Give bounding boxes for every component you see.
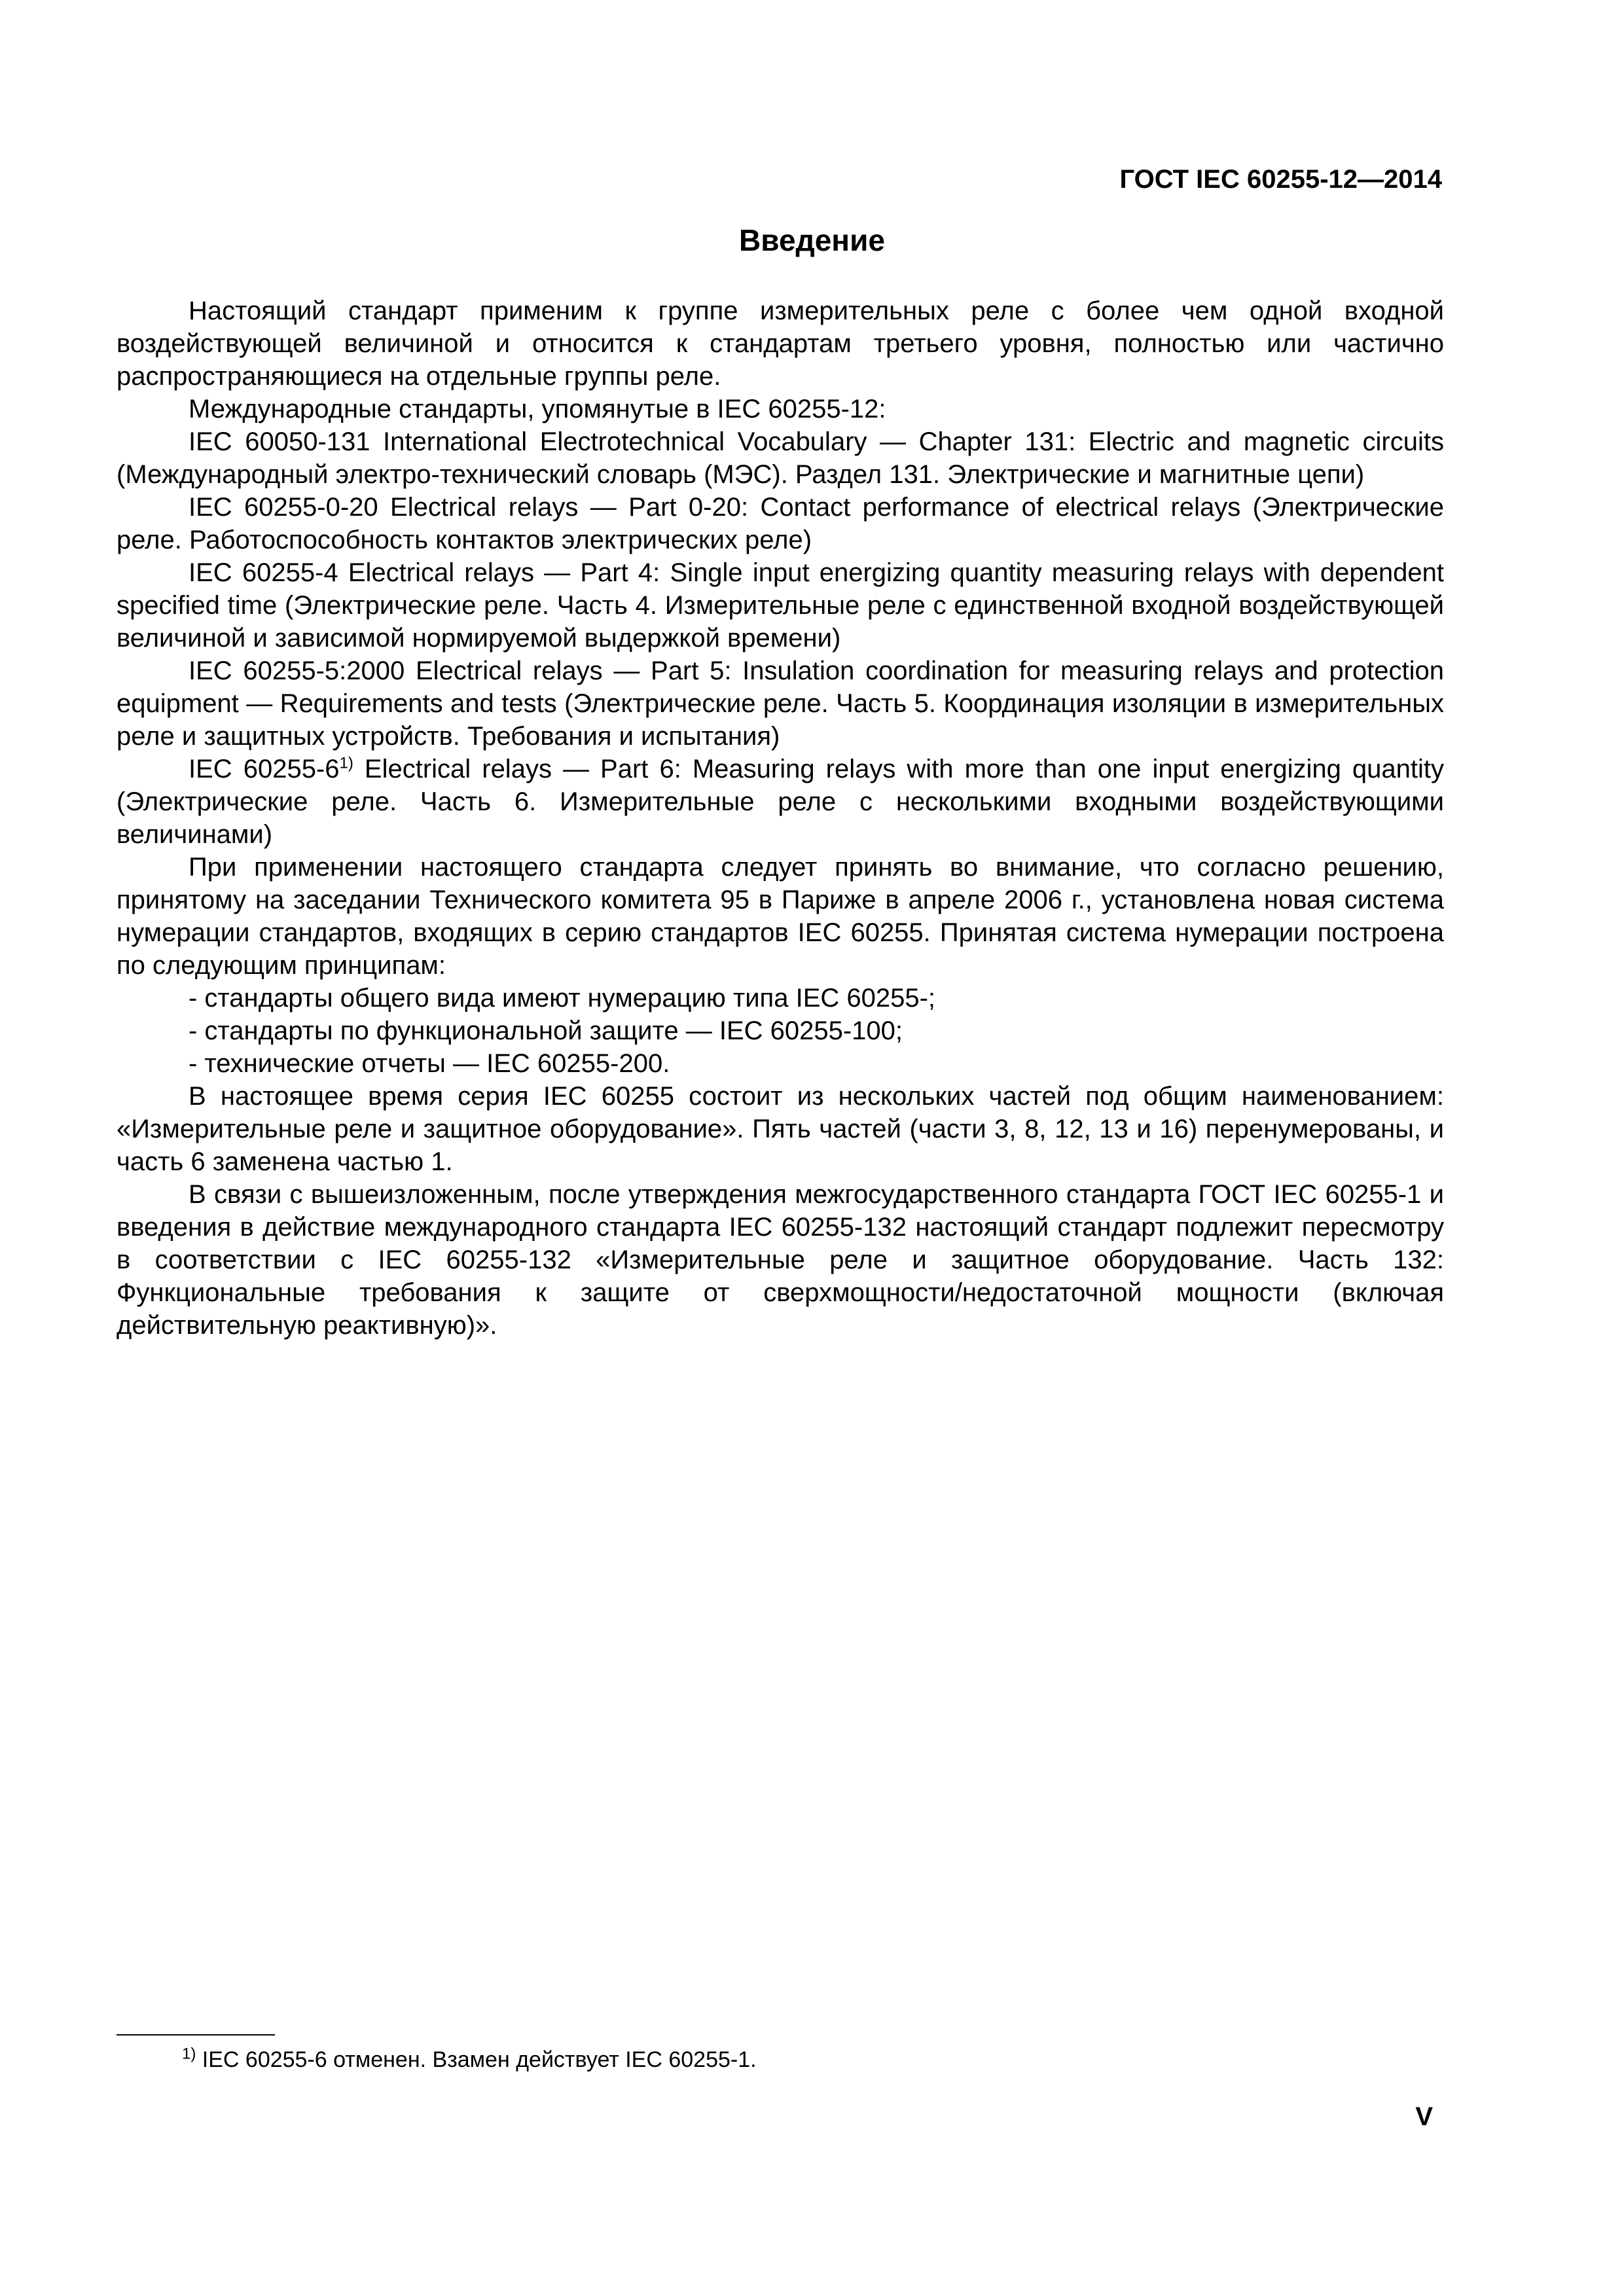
footnote-divider	[117, 2034, 275, 2036]
footnote-text: IEC 60255-6 отменен. Взамен действует IEC 60255-1.	[196, 2047, 757, 2072]
paragraph: Настоящий стандарт применим к группе измерительных реле с более чем одной входной воздействующей величиной и относится к стандартам третьего уровня, полностью или частично распространяющиеся на отдельные группы реле.	[117, 296, 1444, 391]
paragraph: При применении настоящего стандарта следует принять во внимание, что согласно решению, принятому на заседании Технического комитета 95 в Париже в апреле 2006 г., установлена новая система нумерации стандартов, входящих в серию стандартов IEC 60255. Принятая система нумерации построена по следующим принципам:	[117, 853, 1444, 980]
paragraph: IEC 60255-0-20 Electrical relays — Part 0-20: Contact performance of electrical relays (Электрические реле. Работоспособность контактов электрических реле)	[117, 493, 1444, 554]
paragraph: В настоящее время серия IEC 60255 состоит из нескольких частей под общим наименованием: «Измерительные реле и защитное оборудование». Пять частей (части 3, 8, 12, 13 и 16) перенумерованы, и часть 6 заменена частью 1.	[117, 1082, 1444, 1176]
footnote-ref: 1)	[339, 754, 353, 772]
footnote	[182, 2047, 757, 2073]
document-code: ГОСТ IEC 60255-12—2014	[1119, 165, 1442, 194]
paragraph: В связи с вышеизложенным, после утверждения межгосударственного стандарта ГОСТ IEC 60255-1 и введения в действие международного стандарта IEC 60255-132 настоящий стандарт подлежит пересмотру в соответствии с IEC 60255-132 «Измерительные реле и защитное оборудование. Часть 132: Функциональные требования к защите от сверхмощности/недостаточной мощности (включая действительную реактивную)».	[117, 1180, 1444, 1340]
paragraph: IEC 60050-131 International Electrotechnical Vocabulary — Chapter 131: Electric and magnetic circuits (Международный электро-технический словарь (МЭС). Раздел 131. Электрические и магнитные цепи)	[117, 427, 1444, 489]
paragraph: Международные стандарты, упомянутые в IEC 60255-12:	[189, 395, 886, 423]
body-text	[117, 295, 1444, 1342]
standard-code: IEC 60255-6	[189, 755, 340, 783]
section-title: Введение	[739, 223, 885, 257]
paragraph-text: Electrical relays — Part 6: Measuring relays with more than one input energizing quantity (Электрические реле. Часть 6. Измерительные реле с несколькими входными воздействующими величинами)	[117, 755, 1444, 849]
footnote-marker: 1)	[182, 2045, 196, 2063]
list-item: - стандарты общего вида имеют нумерацию типа IEC 60255-;	[189, 984, 936, 1013]
list-item: - технические отчеты — IEC 60255-200.	[189, 1049, 670, 1078]
paragraph: IEC 60255-5:2000 Electrical relays — Part 5: Insulation coordination for measuring relays and protection equipment — Requirements and tests (Электрические реле. Часть 5. Координация изоляции в измерительных реле и защитных устройств. Требования и испытания)	[117, 656, 1444, 751]
paragraph	[117, 753, 1444, 851]
page-number: V	[1415, 2102, 1433, 2131]
list-item: - стандарты по функциональной защите — IEC 60255-100;	[189, 1016, 903, 1045]
paragraph: IEC 60255-4 Electrical relays — Part 4: Single input energizing quantity measuring relays with dependent specified time (Электрические реле. Часть 4. Измерительные реле с единственной входной воздействующей величиной и зависимой нормируемой выдержкой времени)	[117, 558, 1444, 653]
